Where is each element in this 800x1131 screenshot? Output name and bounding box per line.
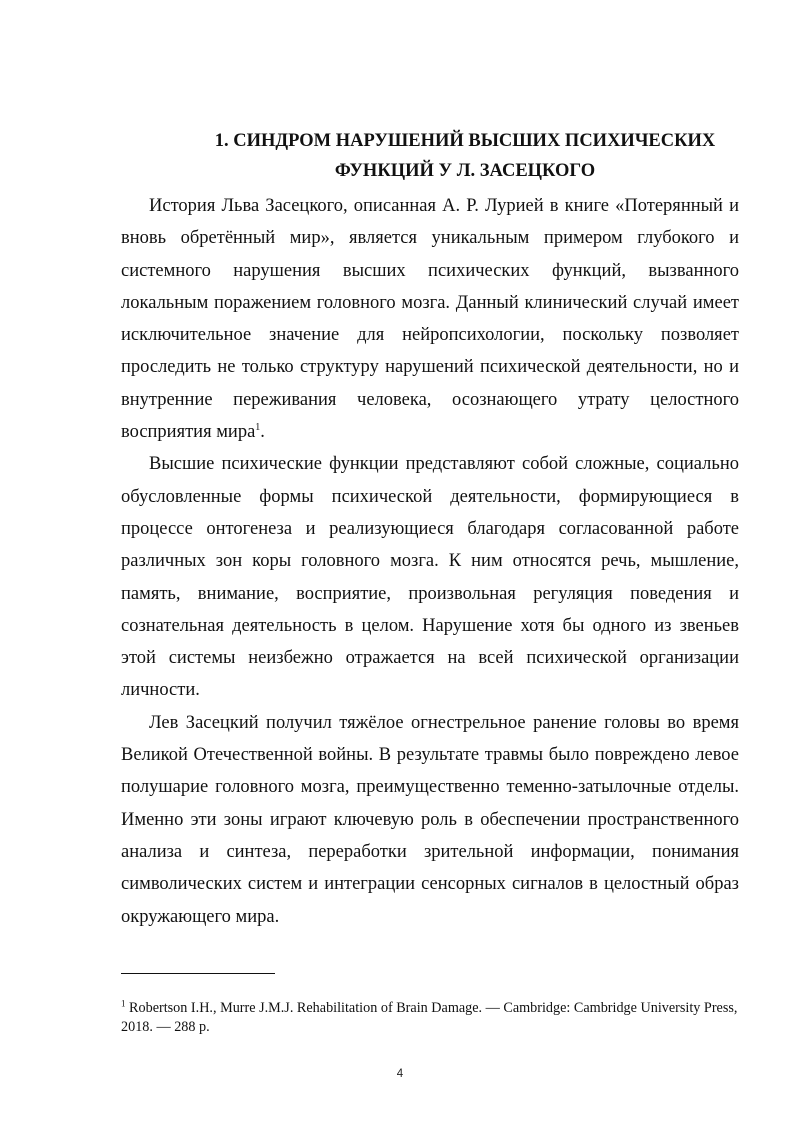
footnote-separator [121, 973, 275, 974]
paragraph-2: Высшие психические функции представляют собой сложные, социально обусловленные формы психической деятельности, формирующиеся в процессе онтогенеза и реализующиеся благодаря согласованной работе различных зон коры головного мозга. К ним относятся речь, мышление, память, внимание, восприятие, произвольная регуляция поведения и сознательная деятельность в целом. Нарушение хотя бы одного из звеньев этой системы неизбежно отражается на всей психической организации личности. [121, 454, 739, 701]
page-number: 4 [396, 1068, 404, 1080]
paragraph-1 [121, 190, 739, 448]
footnote [121, 999, 739, 1037]
footnote-marker: 1 [121, 998, 126, 1009]
paragraph-1-text: История Льва Засецкого, описанная А. Р. Лурией в книге «Потерянный и вновь обретённый мир», является уникальным примером глубокого и системного нарушения высших психических функций, вызванного локальным поражением головного мозга. Данный клинический случай имеет исключительное значение для нейропсихологии, поскольку позволяет проследить не только структуру нарушений психической деятельности, но и внутренние переживания человека, осознающего утрату целостного восприятия мира [121, 196, 739, 443]
section-heading-line-1: 1. СИНДРОМ НАРУШЕНИЙ ВЫСШИХ ПСИХИЧЕСКИХ [214, 131, 716, 151]
section-heading [120, 126, 740, 186]
paragraph-3: Лев Засецкий получил тяжёлое огнестрельное ранение головы во время Великой Отечественной войны. В результате травмы было повреждено левое полушарие головного мозга, преимущественно теменно-затылочные отделы. Именно эти зоны играют ключевую роль в обеспечении пространственного анализа и синтеза, переработки зрительной информации, понимания символических систем и интеграции сенсорных сигналов в целостный образ окружающего мира. [121, 712, 739, 927]
footnote-text: Robertson I.H., Murre J.M.J. Rehabilitation of Brain Damage. — Cambridge: Cambridge University Press, 2018. — 288 p. [121, 1000, 738, 1035]
document-body [121, 190, 739, 933]
paragraph-1-end: . [260, 422, 265, 443]
footnote-reference[interactable]: 1 [255, 421, 261, 433]
section-heading-line-2: ФУНКЦИЙ У Л. ЗАСЕЦКОГО [334, 161, 596, 181]
